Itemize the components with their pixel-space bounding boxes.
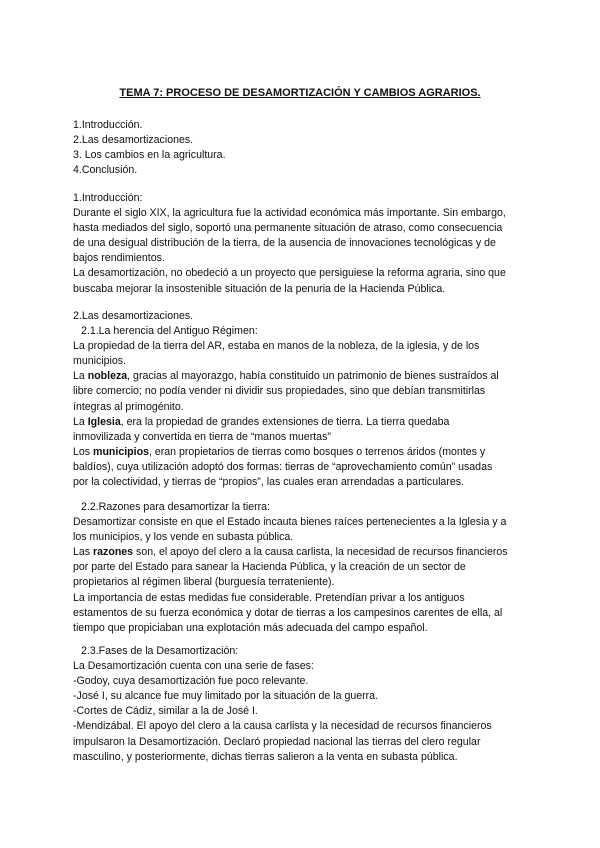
list-item: -Cortes de Cádiz, similar a la de José I.: [73, 705, 258, 718]
bold-term-razones: razones: [93, 546, 134, 559]
paragraph-line: tiempo que propiciaban una explotación más adecuada del campo español.: [73, 621, 428, 634]
paragraph-line: [73, 369, 535, 384]
paragraph-line: [73, 445, 535, 460]
table-of-contents: [73, 118, 535, 178]
section-desamortizaciones: [73, 309, 535, 490]
paragraph-line: Durante el siglo XIX, la agricultura fue la actividad económica más importante. Sin embargo,: [73, 207, 506, 220]
paragraph-line: buscaba mejorar la insostenible situación de la penuria de la Hacienda Pública.: [73, 282, 446, 295]
toc-item: 4.Conclusión.: [73, 164, 138, 177]
subsection-heading: 2.3.Fases de la Desamortización:: [81, 645, 239, 657]
text-segment: La: [73, 415, 88, 428]
paragraph-line: La importancia de estas medidas fue considerable. Pretendían privar a los antiguos: [73, 591, 465, 604]
toc-item: 2.Las desamortizaciones.: [73, 134, 194, 147]
text-segment: son, el apoyo del clero a la causa carlista, la necesidad de recursos financieros: [133, 546, 508, 559]
text-segment: , eran propietarios de tierras como bosques o terrenos áridos (montes y: [148, 445, 486, 458]
list-item: -José I, su alcance fue muy limitado por la situación de la guerra.: [73, 690, 379, 703]
paragraph-line: baldíos), cuya utilización adoptó dos formas: tierras de “aprovechamiento común” usadas: [73, 460, 493, 473]
subsection-heading: 2.2.Razones para desamortizar la tierra:: [81, 501, 271, 513]
paragraph-line: libre comercio; no podía vender ni dividir sus propiedades, sino que debían transmitirlas: [73, 385, 486, 398]
section-heading: 2.Las desamortizaciones.: [73, 310, 194, 322]
text-segment: Los: [73, 445, 94, 458]
text-segment: Las: [73, 546, 94, 559]
paragraph-line: impulsaron la Desamortización. Declaró propiedad nacional las tierras del clero regular: [73, 735, 481, 748]
list-item: -Godoy, cuya desamortización fue poco relevante.: [73, 675, 309, 688]
paragraph-line: masculino, y posteriormente, dichas tierras salieron a la venta en subasta pública.: [73, 750, 458, 763]
paragraph-line: hasta mediados del siglo, soportó una permanente situación de atraso, como consecuencia: [73, 222, 503, 235]
paragraph-line: estamentos de su fuerza económica y dotar de tierras a los campesinos carentes de ella, al: [73, 606, 503, 619]
paragraph-line: Desamortizar consiste en que el Estado incauta bienes raíces pertenecientes a la Iglesia y a: [73, 516, 507, 529]
list-item: -Mendizábal. El apoyo del clero a la causa carlista y la necesidad de recursos financieros: [73, 720, 492, 733]
section-heading: 1.Introducción:: [73, 192, 143, 204]
paragraph-line: por parte del Estado para sanear la Hacienda Pública, y la creación de un sector de: [73, 561, 466, 574]
paragraph-line: íntegras al primogénito.: [73, 400, 184, 413]
paragraph-line: municipios.: [73, 355, 126, 368]
paragraph-line: los municipios, y los vende en subasta pública.: [73, 531, 294, 544]
paragraph-line: [73, 545, 535, 560]
text-segment: , gracias al mayorazgo, había constituido un patrimonio de bienes sustraídos al: [127, 370, 499, 383]
paragraph-line: de una desigual distribución de la tierra, de la ausencia de innovaciones tecnológicas y de: [73, 237, 496, 250]
subsection-razones: [73, 500, 535, 636]
paragraph-line: por la colectividad, y tierras de “propios”, las cuales eran arrendadas a particulares.: [73, 476, 464, 489]
paragraph-line: La Desamortización cuenta con una serie de fases:: [73, 660, 314, 673]
subsection-heading: 2.1.La herencia del Antiguo Régimen:: [81, 325, 258, 338]
subsection-fases: [73, 644, 535, 765]
text-segment: La: [73, 370, 88, 383]
paragraph-line: La desamortización, no obedeció a un proyecto que persiguiese la reforma agraria, sino que: [73, 267, 506, 280]
bold-term-nobleza: nobleza: [87, 370, 128, 383]
paragraph-line: La propiedad de la tierra del AR, estaba en manos de la nobleza, de la iglesia, y de los: [73, 340, 480, 353]
section-introduction: [73, 191, 535, 297]
toc-item: 3. Los cambios en la agricultura.: [73, 149, 226, 162]
paragraph-line: propietarios al régimen liberal (burguesía terrateniente).: [73, 576, 335, 589]
paragraph-line: [73, 415, 535, 430]
bold-term-iglesia: Iglesia: [87, 415, 121, 428]
document-title: TEMA 7: PROCESO DE DESAMORTIZACIÓN Y CAMBIOS AGRARIOS.: [119, 87, 481, 99]
paragraph-line: inmovilizada y convertida en tierra de “manos muertas”: [73, 430, 331, 443]
paragraph-line: bajos rendimientos.: [73, 252, 165, 265]
toc-item: 1.Introducción.: [73, 119, 143, 131]
bold-term-municipios: municipios: [93, 445, 149, 458]
text-segment: , era la propiedad de grandes extensiones de tierra. La tierra quedaba: [120, 415, 450, 428]
